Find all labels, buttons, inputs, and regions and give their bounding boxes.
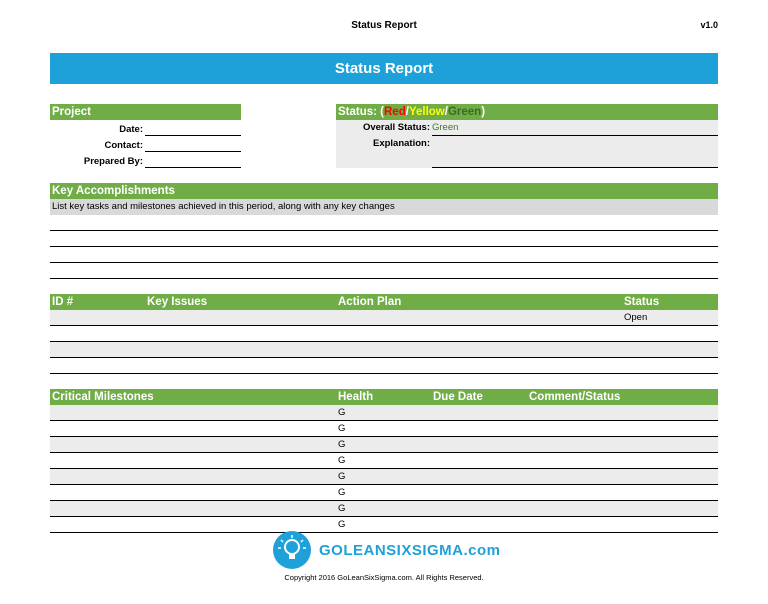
issue-row[interactable] <box>50 326 718 342</box>
overall-status-field[interactable]: Green <box>432 122 718 136</box>
milestones-section <box>50 389 718 533</box>
milestone-health: G <box>338 519 346 530</box>
copyright-text: Copyright 2016 GoLeanSixSigma.com. All Rights Reserved. <box>284 573 484 582</box>
milestones-col-name: Critical Milestones <box>52 391 154 403</box>
contact-row <box>50 136 241 152</box>
issue-status: Open <box>624 312 648 323</box>
accomplishment-row[interactable] <box>50 215 718 231</box>
status-sep-1: / <box>405 106 409 118</box>
milestone-health: G <box>338 455 346 466</box>
issues-col-issue: Key Issues <box>147 296 208 308</box>
accomplishments-description: List key tasks and milestones achieved in this period, along with any key changes <box>50 199 718 215</box>
document-title: Status Report <box>351 20 417 31</box>
issue-row[interactable] <box>50 342 718 358</box>
status-sep-2: / <box>444 106 448 118</box>
milestones-col-comment: Comment/Status <box>529 391 621 403</box>
status-header-prefix: Status: ( <box>338 106 384 118</box>
milestone-health: G <box>338 423 346 434</box>
milestone-health: G <box>338 503 346 514</box>
milestone-row[interactable] <box>50 485 718 501</box>
accomplishment-row[interactable] <box>50 263 718 279</box>
accomplishments-header: Key Accomplishments <box>50 183 718 199</box>
milestone-health: G <box>338 487 346 498</box>
explanation-field[interactable] <box>432 138 718 168</box>
status-section <box>336 104 718 168</box>
date-row <box>50 120 241 136</box>
milestones-col-health: Health <box>338 391 374 403</box>
report-banner: Status Report <box>50 53 718 84</box>
status-yellow-text: Yellow <box>408 106 445 118</box>
issue-row[interactable] <box>50 310 718 326</box>
issues-header <box>50 294 718 310</box>
status-red-text: Red <box>384 106 406 118</box>
status-header-suffix: ) <box>481 106 486 118</box>
prepared-by-row <box>50 152 241 168</box>
prepared-by-field[interactable] <box>145 154 241 168</box>
milestones-col-due: Due Date <box>433 391 483 403</box>
milestone-row[interactable] <box>50 469 718 485</box>
lightbulb-icon <box>273 531 311 569</box>
accomplishments-section <box>50 183 718 279</box>
version-label: v1.0 <box>700 20 718 30</box>
overall-status-label: Overall Status: <box>362 122 430 133</box>
project-header: Project <box>50 104 241 120</box>
milestone-row[interactable] <box>50 453 718 469</box>
company-logo <box>273 531 501 569</box>
milestones-header <box>50 389 718 405</box>
logo-wordmark: GOLEANSIXSIGMA.com <box>319 541 501 559</box>
prepared-by-label: Prepared By: <box>83 156 143 167</box>
milestone-health: G <box>338 407 346 418</box>
accomplishment-row[interactable] <box>50 247 718 263</box>
contact-label: Contact: <box>104 140 143 151</box>
status-green-text: Green <box>447 106 482 118</box>
milestone-health: G <box>338 471 346 482</box>
project-section <box>50 104 241 168</box>
milestone-row[interactable] <box>50 501 718 517</box>
contact-field[interactable] <box>145 138 241 152</box>
status-body <box>336 120 718 168</box>
issues-col-status: Status <box>624 296 660 308</box>
milestone-row[interactable] <box>50 437 718 453</box>
milestone-row[interactable] <box>50 421 718 437</box>
date-field[interactable] <box>145 122 241 136</box>
accomplishment-row[interactable] <box>50 231 718 247</box>
status-header <box>336 104 718 120</box>
issue-row[interactable] <box>50 358 718 374</box>
issues-col-plan: Action Plan <box>338 296 402 308</box>
milestone-row[interactable] <box>50 405 718 421</box>
explanation-label: Explanation: <box>372 138 430 149</box>
issues-col-id: ID # <box>52 296 74 308</box>
issues-section <box>50 294 718 374</box>
date-label: Date: <box>119 124 143 135</box>
milestone-health: G <box>338 439 346 450</box>
